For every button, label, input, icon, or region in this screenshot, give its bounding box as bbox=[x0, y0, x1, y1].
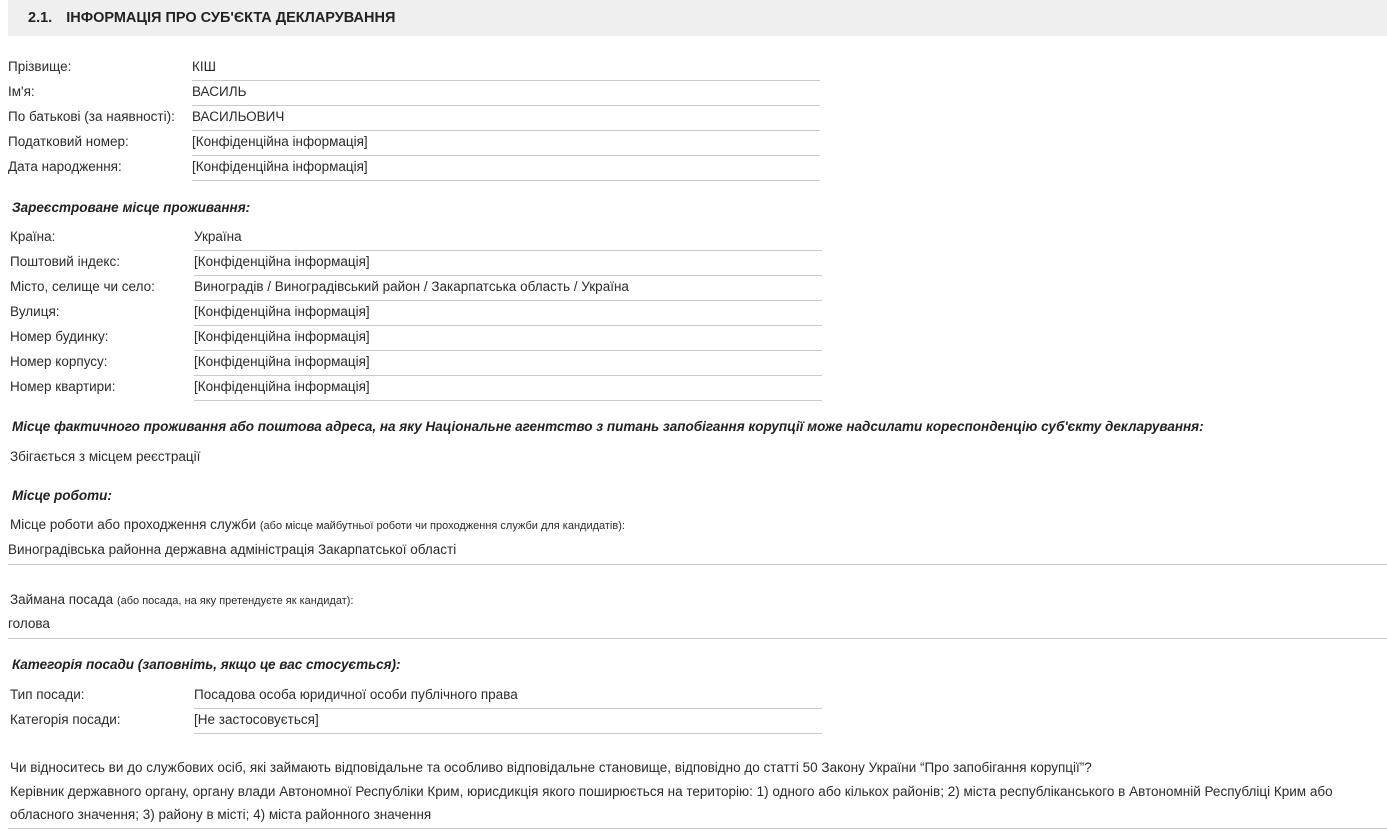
field-label: Номер будинку: bbox=[10, 329, 109, 344]
field-value: КІШ bbox=[192, 56, 820, 81]
field-label: Поштовий індекс: bbox=[10, 254, 120, 269]
field-label: Номер корпусу: bbox=[10, 354, 108, 369]
workplace-heading: Місце роботи: bbox=[12, 488, 112, 503]
field-apartment-number bbox=[10, 376, 822, 401]
field-value: [Конфіденційна інформація] bbox=[194, 301, 822, 326]
field-label: Категорія посади: bbox=[10, 712, 121, 727]
field-value: [Конфіденційна інформація] bbox=[194, 251, 822, 276]
field-label: Дата народження: bbox=[8, 159, 122, 174]
field-country bbox=[10, 226, 822, 251]
field-city bbox=[10, 276, 822, 301]
field-value: Україна bbox=[194, 226, 822, 251]
field-value: [Конфіденційна інформація] bbox=[192, 156, 820, 181]
position-label bbox=[10, 592, 353, 607]
field-value: [Не застосовується] bbox=[194, 709, 822, 734]
org-label-note: (або місце майбутньої роботи чи проходження служби для кандидатів): bbox=[259, 520, 625, 532]
field-building-number bbox=[10, 351, 822, 376]
divider bbox=[8, 828, 1387, 829]
workplace-org-label bbox=[10, 517, 625, 532]
field-birth-date bbox=[8, 156, 820, 181]
field-tax-number bbox=[8, 131, 820, 156]
field-value: [Конфіденційна інформація] bbox=[194, 376, 822, 401]
field-value: ВАСИЛЬОВИЧ bbox=[192, 106, 820, 131]
field-position-category bbox=[10, 709, 822, 734]
position-label-text: Займана посада bbox=[10, 592, 114, 607]
field-house-number bbox=[10, 326, 822, 351]
field-value: [Конфіденційна інформація] bbox=[194, 326, 822, 351]
category-heading: Категорія посади (заповніть, якщо це вас стосується): bbox=[12, 657, 401, 672]
field-label: Прізвище: bbox=[8, 59, 72, 74]
section-number: 2.1. bbox=[28, 10, 53, 26]
field-label: Номер квартири: bbox=[10, 379, 116, 394]
position-value: голова bbox=[8, 614, 1387, 639]
field-value: Посадова особа юридичної особи публічного права bbox=[194, 684, 822, 709]
workplace-org-value: Виноградівська районна державна адміністрація Закарпатської області bbox=[8, 540, 1387, 565]
field-label: Податковий номер: bbox=[8, 134, 129, 149]
field-position-type bbox=[10, 684, 822, 709]
responsible-question: Чи відноситесь ви до службових осіб, які займають відповідальне та особливо відповідальне становище, відповідно до статті 50 Закону України “Про запобігання корупції”? bbox=[10, 760, 1092, 775]
section-header bbox=[8, 0, 1387, 36]
org-label-text: Місце роботи або проходження служби bbox=[10, 517, 257, 532]
field-label: Тип посади: bbox=[10, 687, 85, 702]
field-label: Місто, селище чи село: bbox=[10, 279, 155, 294]
field-label: По батькові (за наявності): bbox=[8, 109, 175, 124]
field-surname bbox=[8, 56, 820, 81]
field-street bbox=[10, 301, 822, 326]
field-value: Виноградів / Виноградівський район / Закарпатська область / Україна bbox=[194, 276, 822, 301]
section-title: ІНФОРМАЦІЯ ПРО СУБ'ЄКТА ДЕКЛАРУВАННЯ bbox=[66, 10, 396, 26]
registered-address-heading: Зареєстроване місце проживання: bbox=[12, 200, 251, 215]
field-postal-code bbox=[10, 251, 822, 276]
field-first-name bbox=[8, 81, 820, 106]
field-label: Ім'я: bbox=[8, 84, 35, 99]
field-value: ВАСИЛЬ bbox=[192, 81, 820, 106]
position-label-note: (або посада, на яку претендуєте як кандидат): bbox=[116, 595, 354, 607]
field-patronymic bbox=[8, 106, 820, 131]
actual-address-heading: Місце фактичного проживання або поштова адреса, на яку Національне агентство з питань запобігання корупції може надсилати кореспонденцію суб'єкту декларування: bbox=[12, 419, 1204, 434]
field-value: [Конфіденційна інформація] bbox=[194, 351, 822, 376]
actual-address-value: Збігається з місцем реєстрації bbox=[10, 449, 201, 464]
responsible-answer-line2: обласного значення; 3) району в місті; 4) міста районного значення bbox=[10, 807, 432, 822]
field-value: [Конфіденційна інформація] bbox=[192, 131, 820, 156]
field-label: Країна: bbox=[10, 229, 56, 244]
responsible-answer-line1: Керівник державного органу, органу влади Автономної Республіки Крим, юрисдикція якого поширюється на територію: 1) одного або кількох районів; 2) міста республіканського в Автономній Республіці Крим або bbox=[10, 784, 1333, 799]
field-label: Вулиця: bbox=[10, 304, 60, 319]
